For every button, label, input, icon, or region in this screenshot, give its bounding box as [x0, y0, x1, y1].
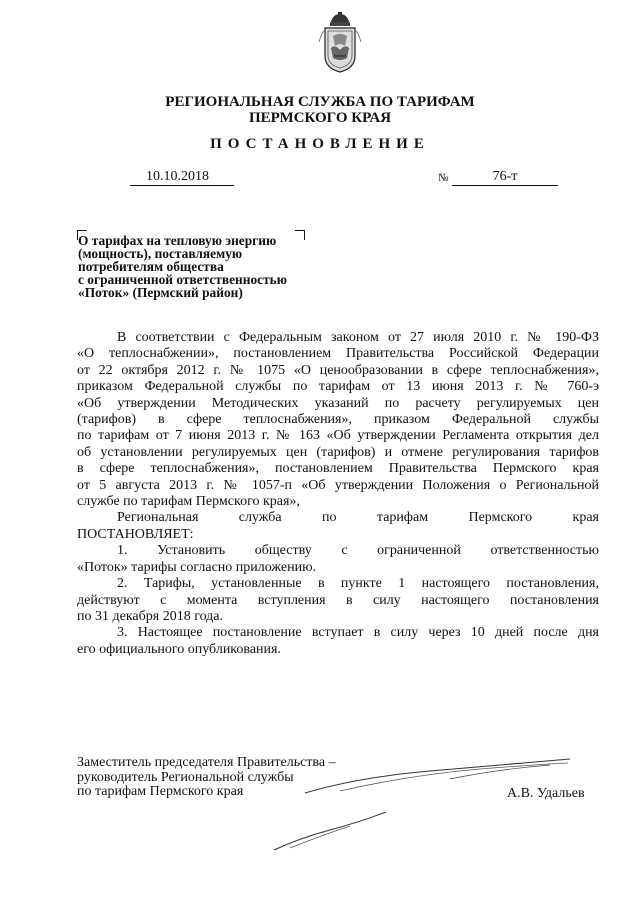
signatory-title: [77, 756, 336, 800]
preamble-line: В соответствии с Федеральным законом от 27 июля 2010 г. № 190-ФЗ: [117, 330, 599, 345]
resolve-keyword: ПОСТАНОВЛЯЕТ:: [77, 526, 194, 542]
preamble-line: в сфере теплоснабжения», постановлением Правительства Пермского края: [77, 461, 599, 477]
document-number: 76-т: [452, 168, 558, 186]
subject-line: с ограниченной ответственностью: [78, 272, 287, 287]
item-2-line: действуют с момента вступления в силу настоящего постановления: [77, 592, 599, 608]
document-type: ПОСТАНОВЛЕНИЕ: [210, 136, 430, 152]
document-date: 10.10.2018: [130, 168, 234, 186]
signatory-title-line: по тарифам Пермского края: [77, 784, 244, 799]
preamble-line: «О теплоснабжении», постановлением Правительства Российской Федерации: [77, 346, 599, 362]
item-3-line: 3. Настоящее постановление вступает в силу через 10 дней после дня: [117, 625, 599, 641]
preamble-line: по тарифам от 7 июня 2013 г. № 163 «Об утверждении Регламента открытия дел: [77, 428, 599, 444]
subject-line: (мощность), поставляемую: [78, 246, 243, 261]
coat-of-arms-icon: [319, 12, 361, 74]
signatory-title-line: Заместитель председателя Правительства –: [77, 755, 336, 770]
item-3-line: его официального опубликования.: [77, 641, 281, 657]
preamble-line: от 22 октября 2012 г. № 1075 «О ценообразовании в сфере теплоснабжения»,: [77, 362, 599, 378]
number-label: №: [438, 172, 449, 184]
preamble-line: «Об утверждении Методических указаний по расчету регулируемых цен: [77, 395, 599, 411]
subject-line: О тарифах на тепловую энергию: [78, 233, 277, 248]
document-body: [77, 330, 599, 658]
preamble-line: службе по тарифам Пермского края»,: [77, 494, 300, 510]
item-2-line: по 31 декабря 2018 года.: [77, 608, 224, 624]
signatory-name: А.В. Удальев: [507, 786, 585, 801]
item-1-line: «Поток» тарифы согласно приложению.: [77, 559, 317, 575]
resolve-line: Региональная служба по тарифам Пермского края: [117, 510, 599, 526]
item-2-line: 2. Тарифы, установленные в пункте 1 настоящего постановления,: [117, 576, 599, 592]
signature-flourish-icon: [270, 808, 390, 853]
signatory-title-line: руководитель Региональной службы: [77, 769, 294, 785]
preamble-line: об установлении регулируемых цен (тарифов) и отмене регулирования тарифов: [77, 444, 599, 460]
signature-stroke-icon: [300, 755, 575, 795]
preamble-line: от 5 августа 2013 г. № 1057-п «Об утверждении Положения о Региональной: [77, 477, 599, 493]
preamble-line: (тарифов) в сфере теплоснабжения», приказом Федеральной службы: [77, 412, 599, 428]
preamble-line: приказом Федеральной службы по тарифам от 13 июня 2013 г. № 760-э: [77, 379, 599, 395]
organization-name: РЕГИОНАЛЬНАЯ СЛУЖБА ПО ТАРИФАМ: [165, 94, 475, 110]
subject-line: потребителям общества: [78, 259, 224, 274]
organization-region: ПЕРМСКОГО КРАЯ: [248, 110, 392, 126]
item-1-line: 1. Установить обществу с ограниченной ответственностью: [117, 543, 599, 559]
subject-line: «Поток» (Пермский район): [78, 285, 243, 300]
document-subject: [78, 234, 328, 299]
